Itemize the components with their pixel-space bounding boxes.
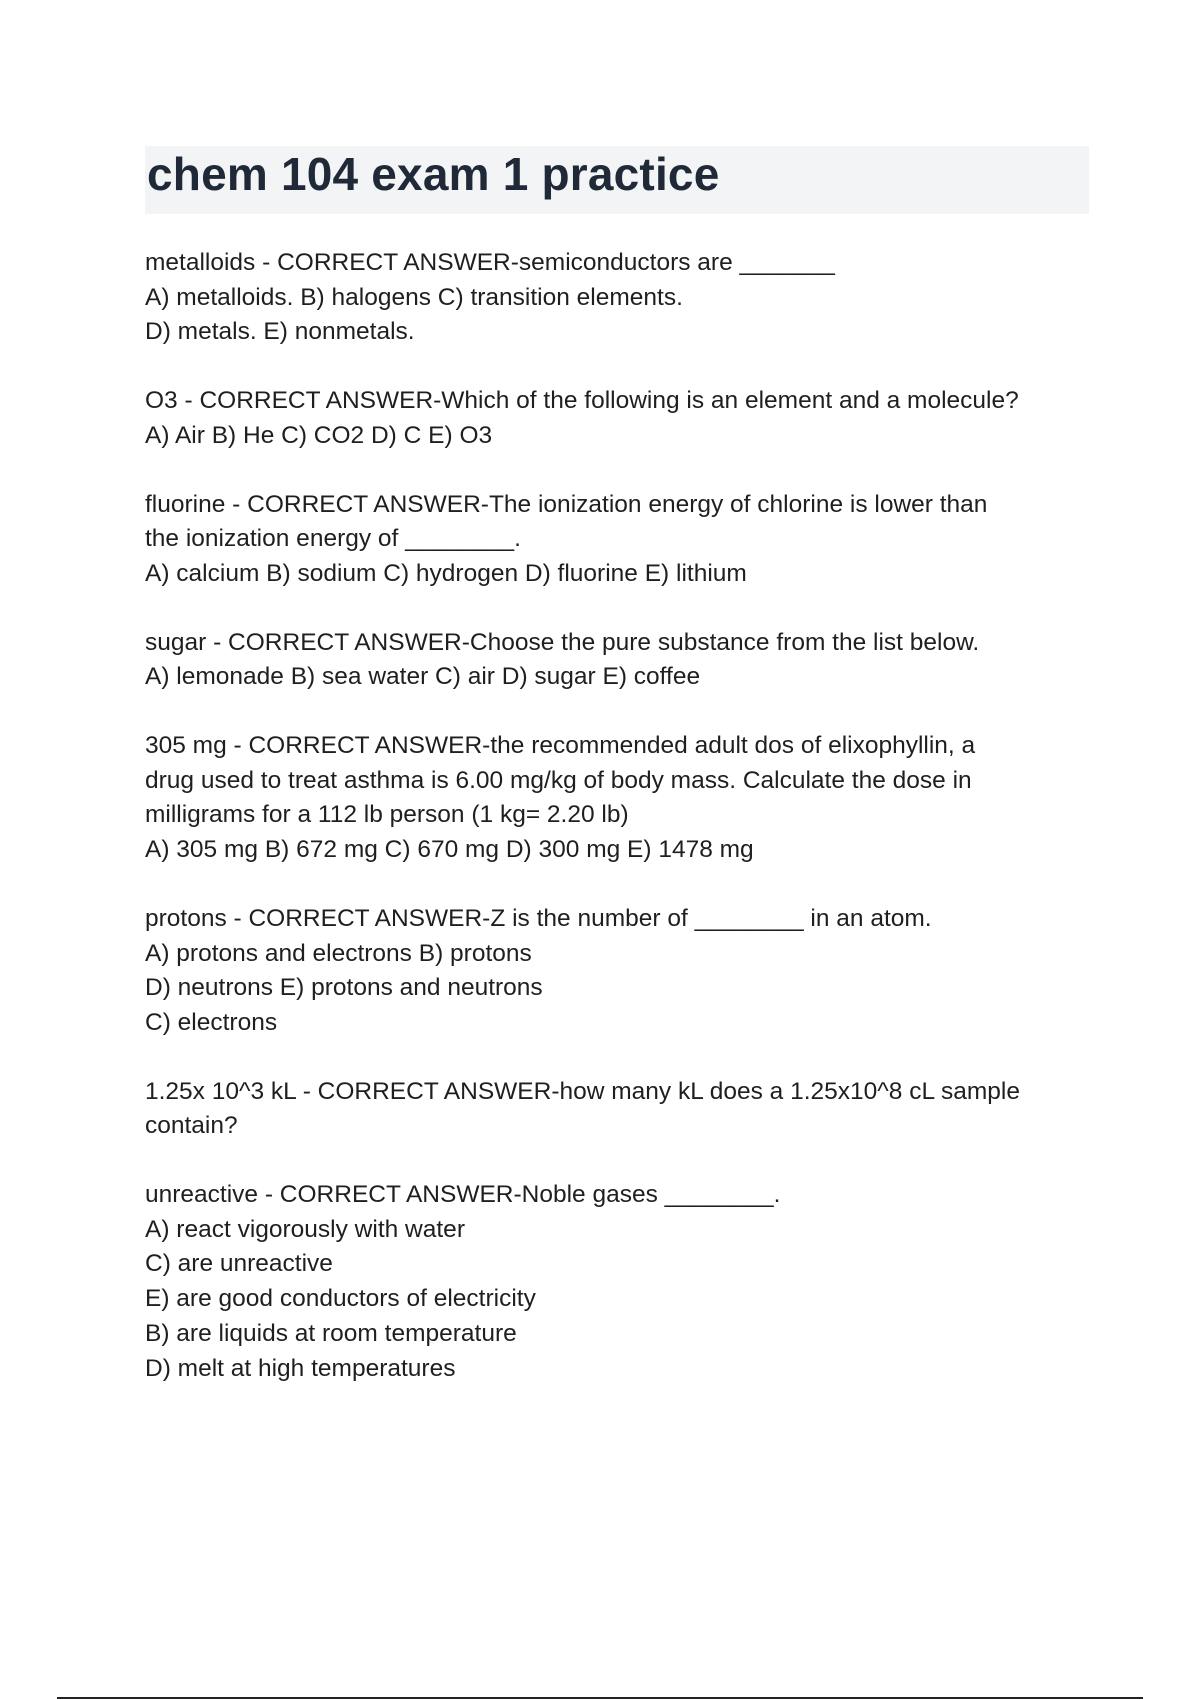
question-line: D) melt at high temperatures [145,1354,456,1382]
question-line: sugar - CORRECT ANSWER-Choose the pure substance from the list below. [145,628,980,656]
document-title: chem 104 exam 1 practice [147,148,720,200]
question-line: the ionization energy of ________. [145,525,521,553]
question-block [145,1075,1095,1144]
question-list [145,246,1095,1420]
question-line: contain? [145,1112,238,1140]
question-line: A) 305 mg B) 672 mg C) 670 mg D) 300 mg E) 1478 mg [145,836,754,864]
question-line: protons - CORRECT ANSWER-Z is the number of ________ in an atom. [145,904,932,932]
question-line: metalloids - CORRECT ANSWER-semiconductors are _______ [145,249,835,276]
question-block [145,384,1095,453]
page-bottom-divider [57,1697,1143,1699]
question-line: A) lemonade B) sea water C) air D) sugar E) coffee [145,663,701,691]
question-line: unreactive - CORRECT ANSWER-Noble gases ________. [145,1181,781,1209]
question-line: 1.25x 10^3 kL - CORRECT ANSWER-how many kL does a 1.25x10^8 cL sample [145,1077,1020,1105]
question-block [145,246,1095,350]
question-block [145,729,1095,868]
question-line: D) metals. E) nonmetals. [145,318,415,346]
question-line: B) are liquids at room temperature [145,1319,517,1347]
question-block [145,488,1095,592]
question-line: A) metalloids. B) halogens C) transition elements. [145,283,683,311]
question-line: E) are good conductors of electricity [145,1285,536,1313]
question-line: O3 - CORRECT ANSWER-Which of the following is an element and a molecule? [145,387,1019,415]
question-line: C) electrons [145,1008,278,1036]
question-line: 305 mg - CORRECT ANSWER-the recommended adult dos of elixophyllin, a [145,732,976,760]
question-line: D) neutrons E) protons and neutrons [145,974,543,1002]
question-line: C) are unreactive [145,1250,333,1278]
title-banner [145,146,1089,214]
question-block [145,1178,1095,1386]
question-line: A) react vigorously with water [145,1215,465,1243]
question-line: fluorine - CORRECT ANSWER-The ionization energy of chlorine is lower than [145,490,988,518]
question-block [145,626,1095,695]
question-line: A) Air B) He C) CO2 D) C E) O3 [145,421,493,449]
question-line: drug used to treat asthma is 6.00 mg/kg of body mass. Calculate the dose in [145,766,972,794]
question-block [145,902,1095,1041]
question-line: A) calcium B) sodium C) hydrogen D) fluorine E) lithium [145,559,747,587]
question-line: milligrams for a 112 lb person (1 kg= 2.20 lb) [145,801,629,829]
question-line: A) protons and electrons B) protons [145,939,532,967]
